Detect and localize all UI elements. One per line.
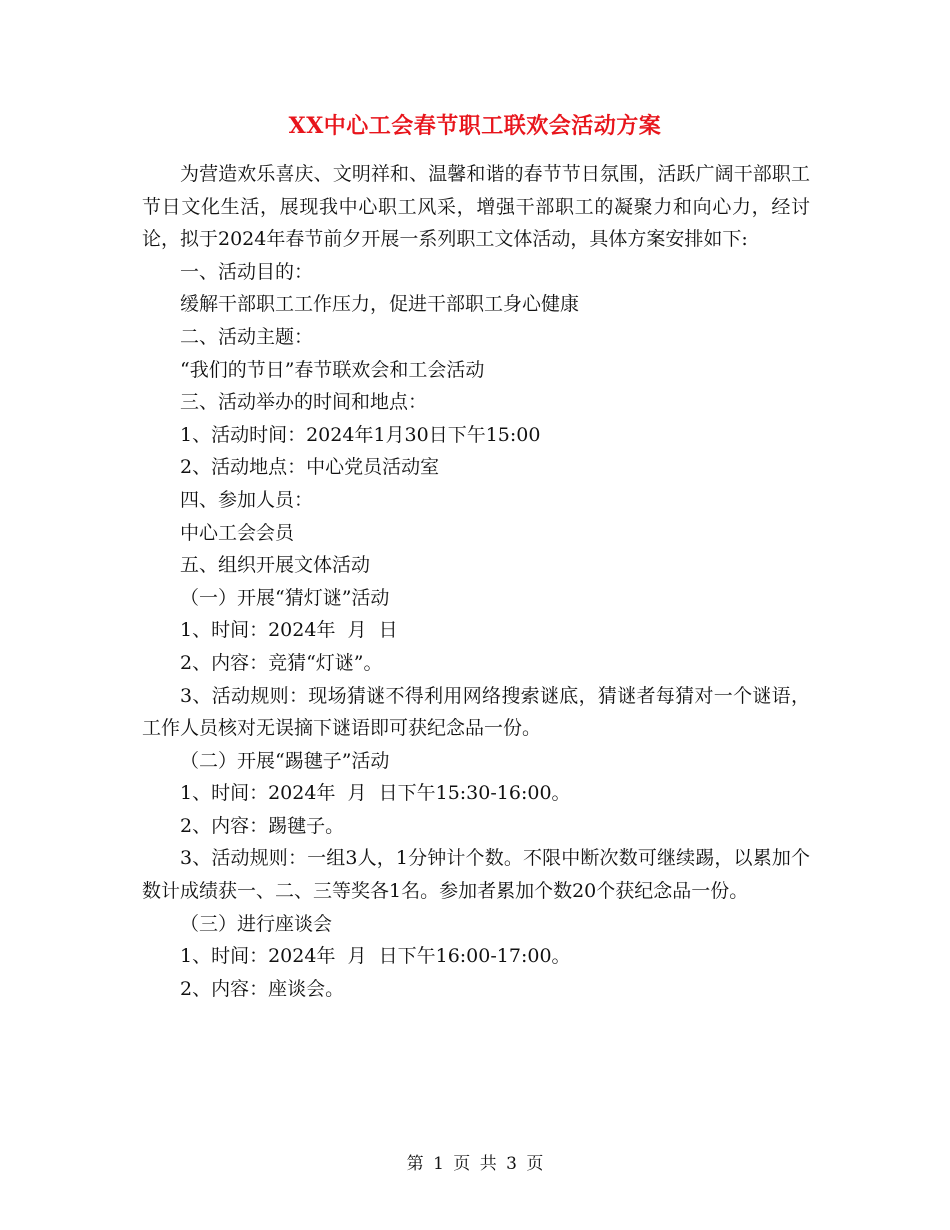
- section-item: 1、时间：2024年 月 日下午15:30-16:00。: [180, 782, 571, 805]
- intro-paragraph: 为营造欢乐喜庆、文明祥和、温馨和谐的春节节日氛围，活跃广阔干部职工节日文化生活，展现我中心职工风采，增强干部职工的凝聚力和向心力，经讨论，拟于2024年春节前夕开展一系列职工文体活动，具体方案安排如下:: [142, 163, 810, 251]
- section-heading: 三、活动举办的时间和地点：: [180, 391, 428, 414]
- section-heading: 四、参加人员：: [180, 488, 314, 511]
- section-text: 缓解干部职工工作压力，促进干部职工身心健康: [180, 293, 580, 316]
- section-heading: 五、组织开展文体活动: [180, 554, 371, 577]
- section-item: 1、时间：2024年 月 日: [180, 619, 398, 642]
- section-item: 2、内容：踢毽子。: [180, 814, 345, 837]
- section-item: 1、活动时间：2024年1月30日下午15:00: [180, 423, 541, 446]
- section-rules: 3、活动规则：现场猜谜不得利用网络搜索谜底，猜谜者每猜对一个谜语，工作人员核对无误摘下谜语即可获纪念品一份。: [142, 684, 810, 740]
- subsection-heading: （三）进行座谈会: [180, 912, 333, 935]
- section-text: “我们的节日”春节联欢会和工会活动: [180, 358, 485, 381]
- page-number-footer: 第 1 页 共 3 页: [406, 1154, 544, 1174]
- section-heading: 一、活动目的：: [180, 260, 314, 283]
- document-body: [142, 158, 810, 1005]
- section-rules: 3、活动规则：一组3人，1分钟计个数。不限中断次数可继续踢，以累加个数计成绩获一、二、三等奖各1名。参加者累加个数20个获纪念品一份。: [142, 847, 810, 903]
- section-item: 2、内容：座谈会。: [180, 977, 345, 1000]
- document-title: XX中心工会春节职工联欢会活动方案: [288, 113, 662, 139]
- subsection-heading: （二）开展“踢毽子”活动: [180, 749, 390, 772]
- section-heading: 二、活动主题：: [180, 325, 314, 348]
- section-item: 2、活动地点：中心党员活动室: [180, 456, 440, 479]
- section-text: 中心工会会员: [180, 521, 295, 544]
- subsection-heading: （一）开展“猜灯谜”活动: [180, 586, 390, 609]
- section-item: 2、内容：竞猜“灯谜”。: [180, 651, 383, 674]
- section-item: 1、时间：2024年 月 日下午16:00-17:00。: [180, 945, 571, 968]
